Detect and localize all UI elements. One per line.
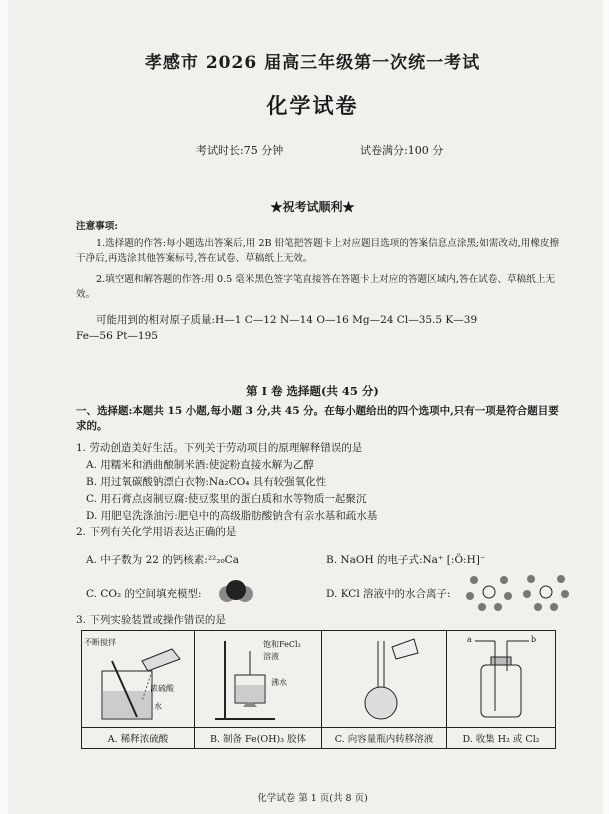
label-port-a: a bbox=[467, 635, 472, 644]
caption-d: D. 收集 H₂ 或 Cl₂ bbox=[447, 727, 555, 748]
colloid-setup-drawing bbox=[195, 631, 321, 723]
q1-option-c: C. 用石膏点卤制豆腐:使豆浆里的蛋白质和水等物质一起聚沉 bbox=[86, 493, 367, 505]
volumetric-flask-drawing bbox=[322, 631, 446, 723]
apparatus-table bbox=[81, 630, 556, 749]
q2-option-b: B. NaOH 的电子式:Na⁺ [:Ö:H]⁻ bbox=[326, 554, 486, 566]
caption-a: A. 稀释浓硫酸 bbox=[82, 727, 194, 748]
atomic-mass-line-2: Fe—56 Pt—195 bbox=[76, 330, 158, 342]
label-acid: 浓硫酸 bbox=[150, 684, 174, 693]
full-score: 试卷满分:100 分 bbox=[360, 144, 444, 157]
q1-stem: 1. 劳动创造美好生活。下列关于劳动项目的原理解释错误的是 bbox=[76, 442, 363, 454]
notes-item-1: 1.选择题的作答:每小题选出答案后,用 2B 铅笔把答题卡上对应题目选项的答案信息点涂黑;如需改动,用橡皮擦干净后,再选涂其他答案标号,答在试卷、草稿纸上无效。 bbox=[76, 238, 560, 264]
label-boiling-water: 沸水 bbox=[271, 678, 287, 687]
q1-option-b: B. 用过氧碳酸钠漂白衣物:Na₂CO₄ 具有较强氧化性 bbox=[86, 476, 327, 488]
label-fecl3: 饱和FeCl₃ bbox=[263, 640, 301, 649]
exam-title: 孝感市 2026 届高三年级第一次统一考试 bbox=[144, 53, 481, 73]
label-stir: 不断搅拌 bbox=[84, 638, 116, 647]
caption-b: B. 制备 Fe(OH)₃ 胶体 bbox=[195, 727, 321, 748]
page-footer: 化学试卷 第 1 页(共 8 页) bbox=[257, 793, 368, 804]
q3-stem: 3. 下列实验装置或操作错误的是 bbox=[76, 614, 226, 626]
apparatus-a bbox=[82, 631, 195, 749]
q2-option-c: C. CO₂ 的空间填充模型: bbox=[86, 588, 202, 600]
exam-duration: 考试时长:75 分钟 bbox=[196, 144, 284, 157]
gas-collection-bottle-drawing bbox=[447, 631, 555, 723]
label-port-b: b bbox=[531, 635, 537, 644]
apparatus-c bbox=[322, 631, 447, 749]
notes-heading: 注意事项: bbox=[76, 221, 118, 232]
label-water: 水 bbox=[154, 702, 162, 711]
subject-title: 化学试卷 bbox=[266, 93, 359, 118]
caption-c: C. 向容量瓶内转移溶液 bbox=[322, 727, 446, 748]
apparatus-b bbox=[195, 631, 322, 749]
q1-option-d: D. 用肥皂洗涤油污:肥皂中的高级脂肪酸钠含有亲水基和疏水基 bbox=[86, 510, 378, 522]
co2-space-filling-model bbox=[218, 578, 254, 604]
q2-option-d: D. KCl 溶液中的水合离子: bbox=[326, 588, 451, 600]
q1-option-a: A. 用糯米和酒曲酿制米酒:使淀粉直接水解为乙醇 bbox=[86, 459, 314, 471]
section-instruction: 一、选择题:本题共 15 小题,每小题 3 分,共 45 分。在每小题给出的四个选项中,只有一项是符合题目要求的。 bbox=[76, 405, 559, 432]
hydrated-cl-ion-model bbox=[522, 572, 570, 612]
section-title: 第 Ⅰ 卷 选择题(共 45 分) bbox=[246, 384, 379, 398]
q2-option-a: A. 中子数为 22 的钙核素:²²₂₀Ca bbox=[86, 554, 239, 566]
hydrated-k-ion-model bbox=[464, 572, 514, 612]
wish-line: ★祝考试顺利★ bbox=[270, 200, 355, 214]
apparatus-d bbox=[447, 631, 556, 749]
atomic-mass-line-1: 可能用到的相对原子质量:H—1 C—12 N—14 O—16 Mg—24 Cl—35.5 K—39 bbox=[96, 314, 478, 326]
notes-item-2: 2.填空题和解答题的作答:用 0.5 毫米黑色签字笔直接答在答题卡上对应的答题区域内,答在试卷、草稿纸上无效。 bbox=[76, 274, 555, 300]
label-fecl3-solution: 溶液 bbox=[263, 652, 279, 661]
q2-stem: 2. 下列有关化学用语表达正确的是 bbox=[76, 526, 237, 538]
